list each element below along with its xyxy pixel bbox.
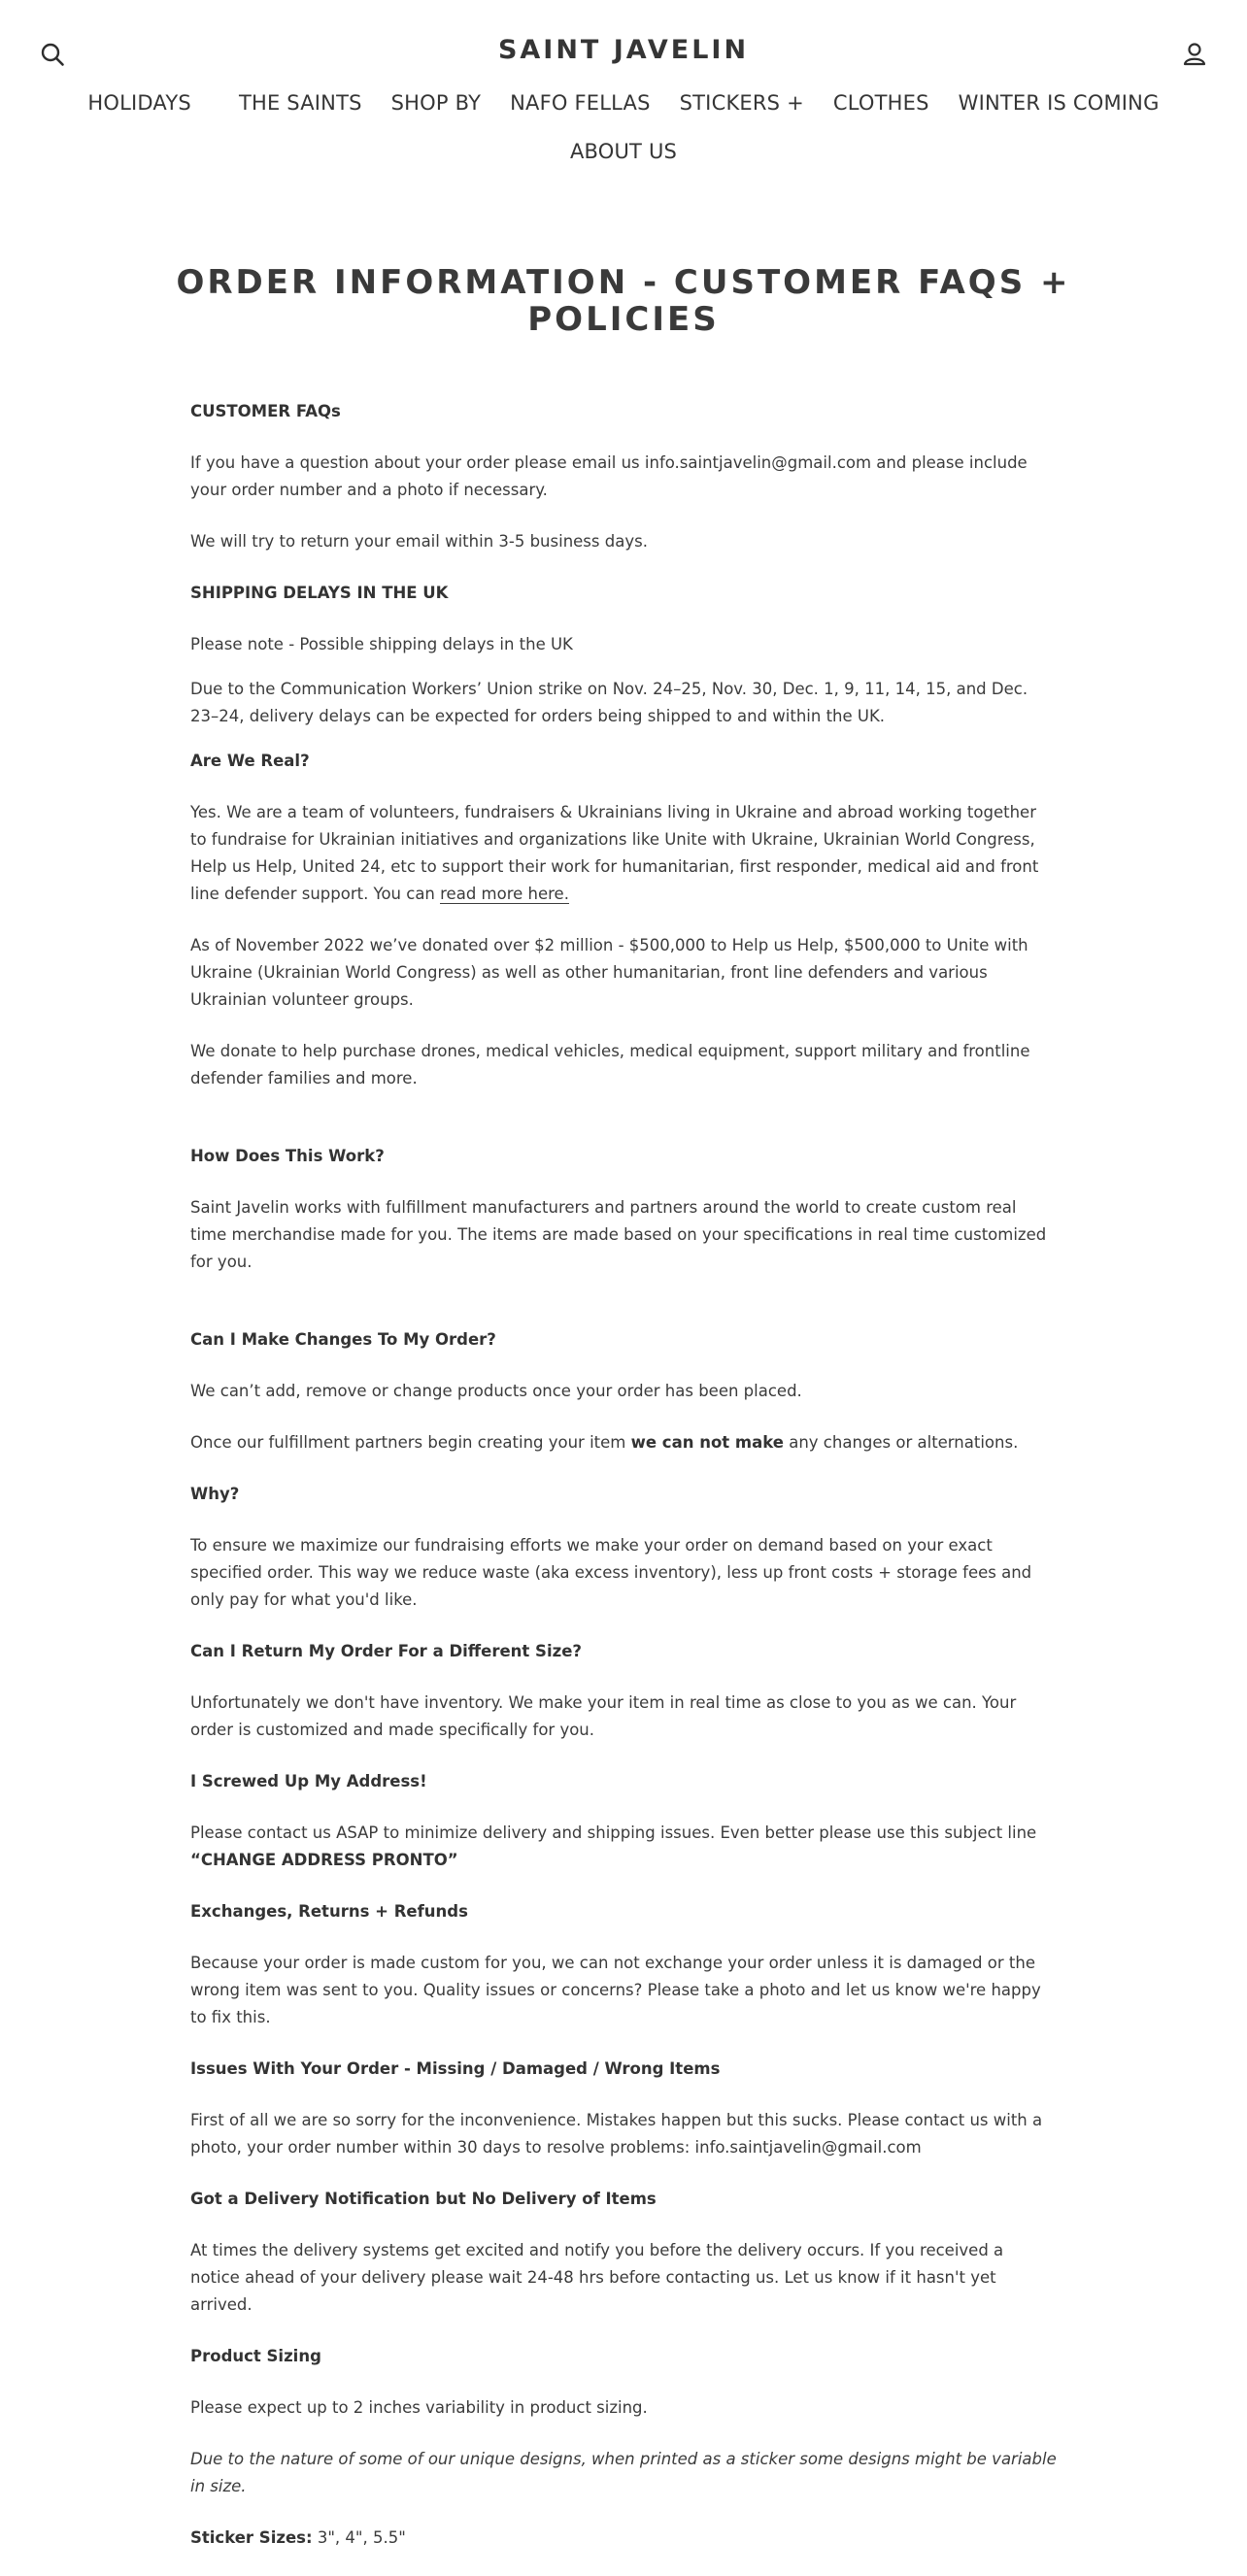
how-it-works-text: Saint Javelin works with fulfillment manufacturers and partners around the world to create custom real time merchandise made for you. The items are made based on your specifications in real time customized for you. <box>190 1198 1047 1271</box>
main-nav-row2 <box>0 140 1247 163</box>
order-issues-heading: Issues With Your Order - Missing / Damaged / Wrong Items <box>190 2059 721 2078</box>
why-heading: Why? <box>190 1485 240 1503</box>
product-sizing-heading: Product Sizing <box>190 2347 321 2365</box>
account-icon <box>1181 41 1208 68</box>
sticker-sizes-text <box>190 2525 1057 2552</box>
site-logo[interactable]: SAINT JAVELIN <box>497 35 750 65</box>
exchanges-heading: Exchanges, Returns + Refunds <box>190 1902 468 1921</box>
order-changes-text: We can’t add, remove or change products once your order has been placed. <box>190 1382 802 1400</box>
customer-faqs-heading: CUSTOMER FAQs <box>190 402 341 420</box>
nav-item-nafo-fellas[interactable]: NAFO FELLAS <box>510 91 651 115</box>
account-button[interactable] <box>1181 41 1208 68</box>
order-issues-text: First of all we are so sorry for the inconvenience. Mistakes happen but this sucks. Please contact us with a photo, your order number within 30 days to resolve problems: info.saintjavelin@gmail.com <box>190 2111 1043 2157</box>
shipping-note-text: Please note - Possible shipping delays in the UK <box>190 635 573 653</box>
product-sizing-text: Please expect up to 2 inches variability in product sizing. <box>190 2398 648 2417</box>
are-we-real-body: Yes. We are a team of volunteers, fundraisers & Ukrainians living in Ukraine and abroad working together to fundraise for Ukrainian initiatives and organizations like Unite with Ukraine, Ukrainian World Congress, Help us Help, United 24, etc to support their work for humanitarian, first responder, medical aid and front line defender support. You can <box>190 803 1039 903</box>
read-more-link[interactable]: read more here. <box>440 885 569 903</box>
nav-item-shop-by[interactable]: SHOP BY <box>390 91 482 115</box>
response-time-text: We will try to return your email within 3-5 business days. <box>190 532 648 551</box>
nav-item-winter-is-coming[interactable]: WINTER IS COMING <box>958 91 1160 115</box>
exchanges-text: Because your order is made custom for you, we can not exchange your order unless it is damaged or the wrong item was sent to you. Quality issues or concerns? Please take a photo and let us know we're happy to fix this. <box>190 1954 1041 2026</box>
address-heading: I Screwed Up My Address! <box>190 1772 427 1790</box>
changes-text2-bold: we can not make <box>630 1433 784 1452</box>
nav-item-about-us[interactable]: ABOUT US <box>569 140 678 163</box>
nav-item-the-saints[interactable]: THE SAINTS <box>238 91 362 115</box>
how-it-works-heading: How Does This Work? <box>190 1147 385 1165</box>
shipping-delays-heading: SHIPPING DELAYS IN THE UK <box>190 584 449 602</box>
page-title: ORDER INFORMATION - CUSTOMER FAQS + POLICIES <box>176 263 1071 339</box>
product-sizing-note-text: Due to the nature of some of our unique designs, when printed as a sticker some designs might be variable in size. <box>190 2450 1057 2495</box>
faq-content <box>190 398 1057 2576</box>
are-we-real-text <box>190 799 1057 908</box>
changes-text2-c: any changes or alternations. <box>783 1433 1019 1452</box>
return-size-text: Unfortunately we don't have inventory. We make your item in real time as close to you as we can. Your order is customized and made specifically for you. <box>190 1693 1017 1739</box>
product-sizing-note <box>190 2446 1057 2500</box>
donate-purpose-text: We donate to help purchase drones, medical vehicles, medical equipment, support military and frontline defender families and more. <box>190 1042 1030 1087</box>
nav-item-clothes[interactable]: CLOTHES <box>832 91 929 115</box>
order-changes-text2 <box>190 1429 1057 1456</box>
address-subject-line: “CHANGE ADDRESS PRONTO” <box>190 1851 458 1869</box>
donated-text: As of November 2022 we’ve donated over $2 million - $500,000 to Help us Help, $500,000 to Unite with Ukraine (Ukrainian World Congress) as well as other humanitarian, front line defenders and various Ukrainian volunteer groups. <box>190 936 1028 1009</box>
changes-text2-a: Once our fulfillment partners begin creating your item <box>190 1433 631 1452</box>
site-header <box>0 0 1247 194</box>
return-size-heading: Can I Return My Order For a Different Size? <box>190 1642 582 1660</box>
sticker-sizes-label: Sticker Sizes: <box>190 2528 313 2547</box>
nav-item-holidays[interactable]: HOLIDAYS <box>87 91 191 115</box>
address-body: Please contact us ASAP to minimize delivery and shipping issues. Even better please use this subject line <box>190 1823 1037 1842</box>
delivery-notification-text: At times the delivery systems get excited and notify you before the delivery occurs. If you received a notice ahead of your delivery please wait 24-48 hrs before contacting us. Let us know if it hasn't yet arrived. <box>190 2241 1004 2314</box>
main-nav <box>0 91 1247 115</box>
sticker-sizes-value: 3", 4", 5.5" <box>312 2528 406 2547</box>
shipping-strike-text: Due to the Communication Workers’ Union strike on Nov. 24–25, Nov. 30, Dec. 1, 9, 11, 14, 15, and Dec. 23–24, delivery delays can be expected for orders being shipped to and within the UK. <box>190 680 1028 725</box>
order-changes-heading: Can I Make Changes To My Order? <box>190 1330 496 1349</box>
address-text <box>190 1820 1057 1874</box>
are-we-real-heading: Are We Real? <box>190 752 310 770</box>
question-email-text: If you have a question about your order please email us info.saintjavelin@gmail.com and please include your order number and a photo if necessary. <box>190 453 1028 499</box>
nav-item-stickers[interactable]: STICKERS + <box>679 91 804 115</box>
delivery-notification-heading: Got a Delivery Notification but No Delivery of Items <box>190 2190 657 2208</box>
why-text: To ensure we maximize our fundraising efforts we make your order on demand based on your exact specified order. This way we reduce waste (aka excess inventory), less up front costs + storage fees and only pay for what you'd like. <box>190 1536 1032 1609</box>
